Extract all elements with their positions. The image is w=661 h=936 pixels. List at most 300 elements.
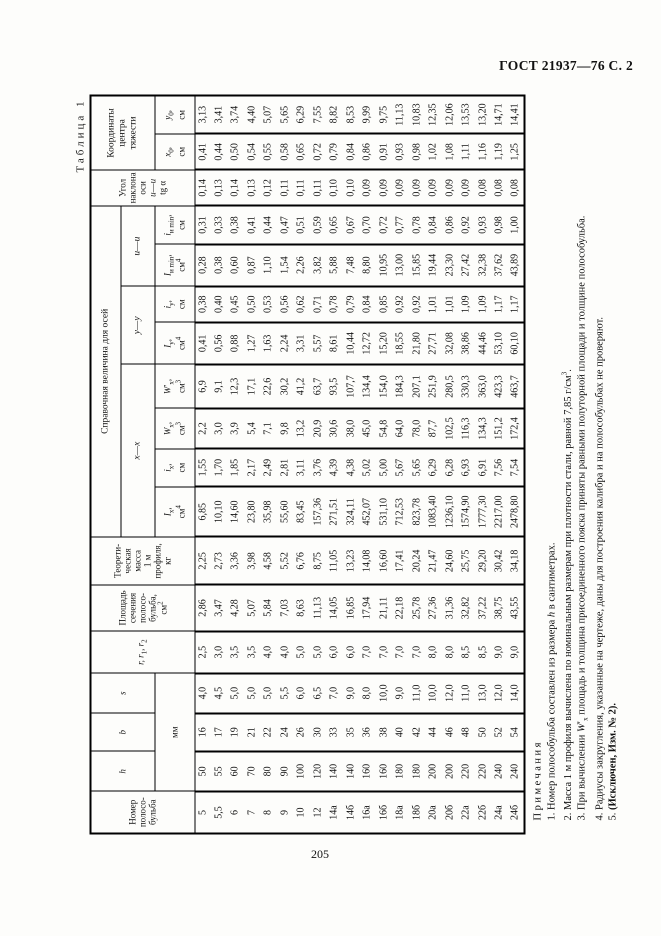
table-row [360, 96, 377, 834]
cell: 0,72 [376, 206, 393, 244]
cell: 13,20 [475, 96, 492, 134]
group-header-axis-x: x—x [121, 364, 155, 536]
cell: 17,94 [360, 585, 377, 631]
cell: 12,35 [426, 96, 443, 134]
cell: 8,5 [459, 631, 476, 673]
cell: 4,58 [261, 537, 278, 585]
col-header-mm: мм [155, 673, 195, 791]
cell: 531,10 [376, 487, 393, 537]
rotated-content [74, 95, 619, 835]
cell: 0,78 [409, 206, 426, 244]
cell: 0,59 [310, 206, 327, 244]
note-item: 4. Радиусы закругления, указанные на чертеже, даны для построения калибра и на полособульбах не проверяют. [594, 316, 606, 821]
cell: 463,7 [508, 364, 525, 408]
cell: 54,8 [376, 409, 393, 449]
cell: 14,0 [508, 673, 525, 713]
table-row [426, 96, 443, 834]
cell: 3,36 [228, 537, 245, 585]
cell: 10,0 [426, 673, 443, 713]
cell: 17,41 [393, 537, 410, 585]
cell: 102,5 [442, 409, 459, 449]
cell: 12,72 [360, 322, 377, 364]
cell: 7,0 [393, 631, 410, 673]
cell: 5 [195, 791, 212, 833]
cell: 22б [475, 791, 492, 833]
cell: 107,7 [343, 364, 360, 408]
cell: 3,76 [310, 449, 327, 487]
cell: 17,1 [244, 364, 261, 408]
cell: 19 [228, 713, 245, 751]
cell: 23,80 [244, 487, 261, 537]
cell: 8,61 [327, 322, 344, 364]
cell: 330,3 [459, 364, 476, 408]
cell: 0,13 [211, 170, 228, 206]
cell: 5,65 [409, 449, 426, 487]
cell: 2,86 [195, 585, 212, 631]
cell: 0,72 [310, 134, 327, 170]
cell: 8,0 [442, 631, 459, 673]
table-caption: Таблица 1 [74, 98, 87, 173]
cell: 5,07 [261, 96, 278, 134]
table-row [327, 96, 344, 834]
cell: 32,82 [459, 585, 476, 631]
cell: 0,92 [459, 206, 476, 244]
col-header-b: b [91, 713, 155, 751]
table-row [442, 96, 459, 834]
group-header-axis-y: y—y [121, 286, 155, 364]
cell: 3,9 [228, 409, 245, 449]
cell: 1,08 [442, 134, 459, 170]
notes-heading: Примечания [532, 739, 544, 821]
table-row [228, 96, 245, 834]
cell: 21,11 [376, 585, 393, 631]
cell: 60,10 [508, 322, 525, 364]
cell: 0,38 [211, 244, 228, 286]
cell: 14,41 [508, 96, 525, 134]
cell: 8,75 [310, 537, 327, 585]
table-row [475, 96, 492, 834]
cell: 5,57 [310, 322, 327, 364]
note-item: 3. При вычислении $W'_x$ площадь и толщина присоединенного пояска приняты равными полуторной площади и толщине полособульба. [576, 215, 590, 821]
cell: 18б [409, 791, 426, 833]
table-row [459, 96, 476, 834]
col-header-area: Площадь сечения полосо- бульба, $см^2$ [91, 585, 195, 631]
cell: 14б [343, 791, 360, 833]
cell: 0,14 [228, 170, 245, 206]
cell: 16,85 [343, 585, 360, 631]
cell: 6,28 [442, 449, 459, 487]
cell: 21,80 [409, 322, 426, 364]
cell: 2478,80 [508, 487, 525, 537]
cell: 0,93 [393, 134, 410, 170]
profile-table [90, 95, 526, 835]
cell: 83,45 [294, 487, 311, 537]
col-header-radii: r, $r_1$, $r_2$ [91, 631, 195, 673]
cell: 100 [294, 751, 311, 791]
table-row [294, 96, 311, 834]
cell: 0,79 [327, 134, 344, 170]
cell: 9,0 [393, 673, 410, 713]
cell: 7,0 [327, 673, 344, 713]
cell: 1,09 [459, 286, 476, 322]
cell: 160 [360, 751, 377, 791]
cell: 0,53 [261, 286, 278, 322]
cell: 0,88 [228, 322, 245, 364]
cell: 0,11 [310, 170, 327, 206]
cell: 4,0 [277, 631, 294, 673]
cell: 30,42 [492, 537, 509, 585]
cell: 140 [327, 751, 344, 791]
cell: 0,91 [376, 134, 393, 170]
cell: 7,1 [261, 409, 278, 449]
cell: 4,38 [343, 449, 360, 487]
cell: 48 [459, 713, 476, 751]
col-header-x0: $x_0$, см [155, 134, 195, 170]
col-header-h: h [91, 751, 155, 791]
cell: 0,67 [343, 206, 360, 244]
cell: 1,00 [508, 206, 525, 244]
cell: 0,41 [195, 134, 212, 170]
cell: 3,0 [211, 409, 228, 449]
cell: 11,13 [310, 585, 327, 631]
cell: 60 [228, 751, 245, 791]
cell: 200 [442, 751, 459, 791]
cell: 80 [261, 751, 278, 791]
cell: 22,18 [393, 585, 410, 631]
cell: 0,92 [409, 286, 426, 322]
cell: 33 [327, 713, 344, 751]
cell: 6,9 [195, 364, 212, 408]
cell: 55 [211, 751, 228, 791]
group-header-coords: Координаты центра тяжести [91, 96, 155, 170]
cell: 180 [393, 751, 410, 791]
cell: 0,08 [492, 170, 509, 206]
cell: 1,19 [492, 134, 509, 170]
cell: 11,0 [409, 673, 426, 713]
cell: 0,62 [294, 286, 311, 322]
cell: 0,58 [277, 134, 294, 170]
cell: 154,0 [376, 364, 393, 408]
cell: 0,87 [244, 244, 261, 286]
cell: 3,74 [228, 96, 245, 134]
cell: 0,33 [211, 206, 228, 244]
cell: 2,81 [277, 449, 294, 487]
cell: 12 [310, 791, 327, 833]
cell: 1,54 [277, 244, 294, 286]
cell: 10,0 [376, 673, 393, 713]
cell: 220 [459, 751, 476, 791]
cell: 116,3 [459, 409, 476, 449]
col-header-s: s [91, 673, 155, 713]
cell: 0,10 [343, 170, 360, 206]
cell: 35 [343, 713, 360, 751]
cell: 0,12 [261, 170, 278, 206]
cell: 3,98 [244, 537, 261, 585]
cell: 134,3 [475, 409, 492, 449]
cell: 12,0 [492, 673, 509, 713]
cell: 22,6 [261, 364, 278, 408]
col-header-Iy: $I_y$, $см^4$ [155, 322, 195, 364]
cell: 0,77 [393, 206, 410, 244]
cell: 0,13 [244, 170, 261, 206]
cell: 200 [426, 751, 443, 791]
cell: 3,5 [228, 631, 245, 673]
cell: 3,5 [244, 631, 261, 673]
cell: 30,6 [327, 409, 344, 449]
cell: 5,67 [393, 449, 410, 487]
cell: 54 [508, 713, 525, 751]
cell: 3,31 [294, 322, 311, 364]
cell: 16,60 [376, 537, 393, 585]
cell: 11,05 [327, 537, 344, 585]
table-row [508, 96, 525, 834]
cell: 1236,10 [442, 487, 459, 537]
cell: 25,75 [459, 537, 476, 585]
cell: 0,56 [211, 322, 228, 364]
cell: 43,89 [508, 244, 525, 286]
cell: 120 [310, 751, 327, 791]
cell: 6,0 [294, 673, 311, 713]
col-header-Wx: $W_x$, $см^3$ [155, 409, 195, 449]
cell: 50 [475, 713, 492, 751]
cell: 13,53 [459, 96, 476, 134]
page-number: 205 [311, 847, 329, 861]
cell: 9,0 [492, 631, 509, 673]
cell: 6,0 [327, 631, 344, 673]
cell: 40 [393, 713, 410, 751]
cell: 12,0 [442, 673, 459, 713]
cell: 9,75 [376, 96, 393, 134]
cell: 1,10 [261, 244, 278, 286]
cell: 6,85 [195, 487, 212, 537]
cell: 6,29 [426, 449, 443, 487]
cell: 63,7 [310, 364, 327, 408]
cell: 23,30 [442, 244, 459, 286]
cell: 0,60 [228, 244, 245, 286]
cell: 1,85 [228, 449, 245, 487]
cell: 38,0 [343, 409, 360, 449]
table-row [310, 96, 327, 834]
cell: 34,18 [508, 537, 525, 585]
cell: 0,92 [393, 286, 410, 322]
cell: 0,14 [195, 170, 212, 206]
cell: 18,55 [393, 322, 410, 364]
cell: 24б [508, 791, 525, 833]
cell: 10,95 [376, 244, 393, 286]
cell: 0,11 [294, 170, 311, 206]
cell: 36 [360, 713, 377, 751]
cell: 9 [277, 791, 294, 833]
cell: 43,55 [508, 585, 525, 631]
cell: 184,3 [393, 364, 410, 408]
cell: 157,36 [310, 487, 327, 537]
cell: 5,0 [310, 631, 327, 673]
cell: 280,5 [442, 364, 459, 408]
cell: 14а [327, 791, 344, 833]
cell: 4,40 [244, 96, 261, 134]
cell: 25,78 [409, 585, 426, 631]
cell: 0,28 [195, 244, 212, 286]
cell: 20б [442, 791, 459, 833]
cell: 0,51 [294, 206, 311, 244]
cell: 87,7 [426, 409, 443, 449]
table-row [409, 96, 426, 834]
cell: 3,47 [211, 585, 228, 631]
cell: 220 [475, 751, 492, 791]
cell: 2,25 [195, 537, 212, 585]
cell: 6,0 [343, 631, 360, 673]
table-row [261, 96, 278, 834]
note-item: 1. Номер полособульба составлен из размера h в сантиметрах. [546, 542, 557, 821]
cell: 7,55 [310, 96, 327, 134]
col-header-ix: $i_x$, см [155, 449, 195, 487]
cell: 27,42 [459, 244, 476, 286]
cell: 0,09 [360, 170, 377, 206]
group-header-axis-u: и—и [121, 206, 155, 286]
notes-block [532, 95, 621, 835]
cell: 5,07 [244, 585, 261, 631]
cell: 1,11 [459, 134, 476, 170]
cell: 6,76 [294, 537, 311, 585]
cell: 3,0 [211, 631, 228, 673]
cell: 90 [277, 751, 294, 791]
cell: 1777,30 [475, 487, 492, 537]
cell: 1,63 [261, 322, 278, 364]
cell: 5,5 [211, 791, 228, 833]
cell: 207,1 [409, 364, 426, 408]
cell: 15,20 [376, 322, 393, 364]
cell: 10,83 [409, 96, 426, 134]
cell: 20,9 [310, 409, 327, 449]
cell: 1,16 [475, 134, 492, 170]
cell: 0,31 [195, 206, 212, 244]
cell: 14,60 [228, 487, 245, 537]
cell: 42 [409, 713, 426, 751]
cell: 2,26 [294, 244, 311, 286]
cell: 18а [393, 791, 410, 833]
cell: 0,44 [261, 206, 278, 244]
cell: 1,70 [211, 449, 228, 487]
cell: 10 [294, 791, 311, 833]
cell: 0,78 [327, 286, 344, 322]
cell: 0,54 [244, 134, 261, 170]
cell: 9,99 [360, 96, 377, 134]
cell: 0,47 [277, 206, 294, 244]
cell: 8,5 [475, 631, 492, 673]
cell: 0,11 [277, 170, 294, 206]
cell: 21 [244, 713, 261, 751]
cell: 44,46 [475, 322, 492, 364]
cell: 5,0 [294, 631, 311, 673]
cell: 6,29 [294, 96, 311, 134]
col-header-angle: Угол наклона оси и—и tg α [91, 170, 195, 206]
cell: 4,28 [228, 585, 245, 631]
cell: 1,01 [426, 286, 443, 322]
cell: 19,44 [426, 244, 443, 286]
cell: 14,71 [492, 96, 509, 134]
cell: 12,06 [442, 96, 459, 134]
cell: 0,09 [442, 170, 459, 206]
cell: 14,08 [360, 537, 377, 585]
cell: 0,38 [195, 286, 212, 322]
cell: 38 [376, 713, 393, 751]
cell: 1,55 [195, 449, 212, 487]
cell: 3,41 [211, 96, 228, 134]
cell: 53,10 [492, 322, 509, 364]
cell: 7,0 [376, 631, 393, 673]
cell: 5,5 [277, 673, 294, 713]
note-item: 5. (Исключен, Изм. № 2). [607, 703, 619, 821]
col-header-y0: $y_0$, см [155, 96, 195, 134]
cell: 8,80 [360, 244, 377, 286]
cell: 5,02 [360, 449, 377, 487]
cell: 2,17 [244, 449, 261, 487]
cell: 9,0 [508, 631, 525, 673]
cell: 1,25 [508, 134, 525, 170]
cell: 0,71 [310, 286, 327, 322]
cell: 0,65 [327, 206, 344, 244]
cell: 41,2 [294, 364, 311, 408]
cell: 5,4 [244, 409, 261, 449]
cell: 7,0 [409, 631, 426, 673]
cell: 240 [492, 751, 509, 791]
table-row [492, 96, 509, 834]
col-header-number: Номер полосо- бульба [91, 791, 195, 833]
cell: 8,82 [327, 96, 344, 134]
cell: 160 [376, 751, 393, 791]
cell: 37,62 [492, 244, 509, 286]
cell: 0,41 [244, 206, 261, 244]
cell: 423,3 [492, 364, 509, 408]
cell: 11,13 [393, 96, 410, 134]
cell: 22 [261, 713, 278, 751]
cell: 0,79 [343, 286, 360, 322]
cell: 2,24 [277, 322, 294, 364]
cell: 0,55 [261, 134, 278, 170]
cell: 30,2 [277, 364, 294, 408]
cell: 17 [211, 713, 228, 751]
cell: 5,88 [327, 244, 344, 286]
cell: 0,84 [426, 206, 443, 244]
table-row [343, 96, 360, 834]
col-header-iu-min: $i_{и min}$, см [155, 206, 195, 244]
cell: 0,56 [277, 286, 294, 322]
cell: 9,0 [343, 673, 360, 713]
cell: 0,93 [475, 206, 492, 244]
cell: 24 [277, 713, 294, 751]
cell: 6 [228, 791, 245, 833]
cell: 0,98 [492, 206, 509, 244]
cell: 55,60 [277, 487, 294, 537]
cell: 6,93 [459, 449, 476, 487]
cell: 5,0 [228, 673, 245, 713]
cell: 37,22 [475, 585, 492, 631]
table-row [244, 96, 261, 834]
cell: 1,17 [508, 286, 525, 322]
cell: 10,44 [343, 322, 360, 364]
cell: 823,78 [409, 487, 426, 537]
cell: 140 [343, 751, 360, 791]
cell: 4,0 [261, 631, 278, 673]
note-item: 2. Масса 1 м профиля вычислена по номинальным размерам при плотности стали, равной 7,85 $г/см^3$. [560, 369, 574, 821]
cell: 16б [376, 791, 393, 833]
cell: 3,11 [294, 449, 311, 487]
cell: 271,51 [327, 487, 344, 537]
cell: 452,07 [360, 487, 377, 537]
cell: 251,9 [426, 364, 443, 408]
cell: 4,0 [195, 673, 212, 713]
cell: 7,48 [343, 244, 360, 286]
